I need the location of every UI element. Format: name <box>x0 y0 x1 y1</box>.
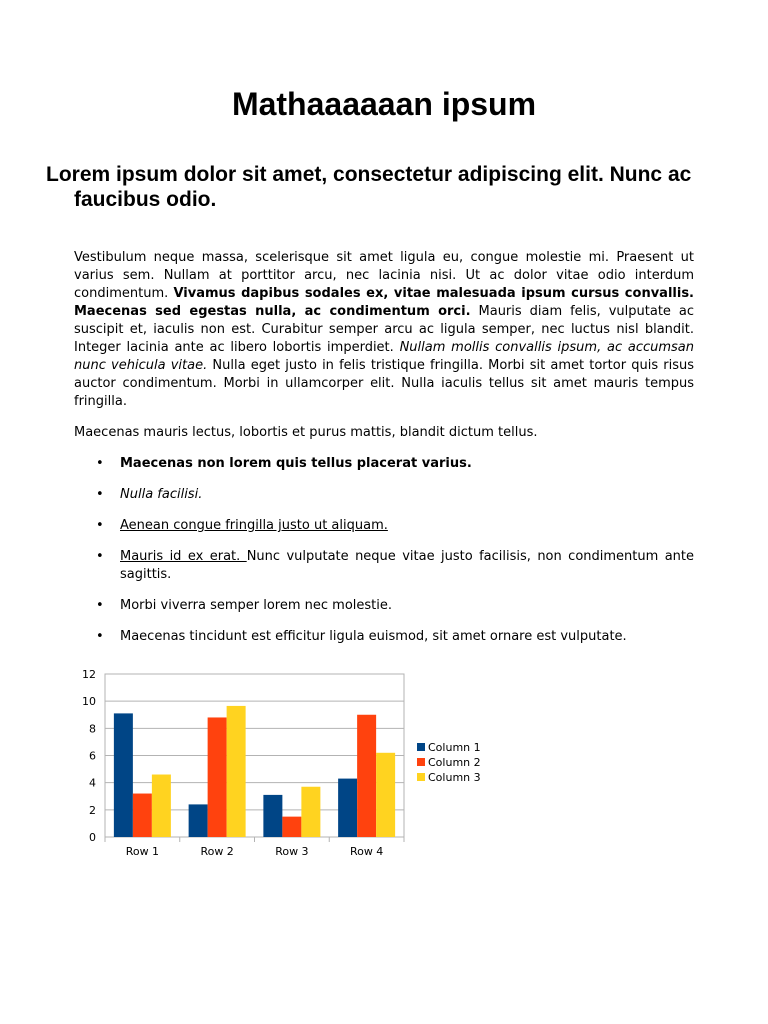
body-paragraph-2: Maecenas mauris lectus, lobortis et purus mattis, blandit dictum tellus. <box>74 425 538 440</box>
y-tick-label: 2 <box>89 803 96 817</box>
bar <box>282 817 301 837</box>
list-item-text: Maecenas non lorem quis tellus placerat varius. <box>120 456 472 471</box>
list-item-text: Morbi viverra semper lorem nec molestie. <box>120 598 393 613</box>
bar <box>114 713 133 837</box>
y-tick-label: 12 <box>82 668 96 681</box>
body-paragraph-1 <box>74 249 694 411</box>
y-tick-label: 0 <box>89 831 96 844</box>
y-tick-label: 8 <box>89 722 96 736</box>
list-item <box>74 597 694 615</box>
paragraph-sentence: Vestibulum neque massa, scelerisque sit amet ligula eu, congue molestie mi. Praesent ut varius sem. Nullam at porttitor arcu, nec lacinia nisi. Ut ac dolor vitae odio interdum condimentum. <box>74 250 694 301</box>
y-tick-label: 4 <box>89 776 96 790</box>
legend-label: Column 3 <box>428 771 481 784</box>
x-tick-label: Row 1 <box>125 845 160 858</box>
legend-swatch <box>417 743 425 751</box>
bar <box>227 706 246 837</box>
bullet-icon: • <box>96 549 104 564</box>
bullet-icon: • <box>96 598 104 613</box>
bullet-icon: • <box>96 487 104 502</box>
bar <box>338 779 357 837</box>
list-item-text: Aenean congue fringilla justo ut aliquam. <box>120 518 388 533</box>
bar-chart <box>70 662 490 862</box>
bar <box>376 753 395 837</box>
bar <box>133 794 152 837</box>
italic-sentence: Nullam mollis convallis ipsum, ac accumsan nunc vehicula vitae. <box>74 340 695 373</box>
legend-swatch <box>417 758 425 766</box>
bar <box>301 787 320 837</box>
bar <box>208 717 227 837</box>
legend-label: Column 1 <box>428 741 481 754</box>
bold-sentence: Vivamus dapibus sodales ex, vitae malesuada ipsum cursus convallis. Maecenas sed egestas nulla, ac condimentum orci. <box>74 286 694 319</box>
paragraph-sentence: Nulla eget justo in felis tristique fringilla. Morbi sit amet tortor quis risus auctor condimentum. Morbi in ullamcorper elit. Nulla iaculis tellus sit amet mauris tempus fringilla. <box>74 358 695 409</box>
bar <box>357 715 376 837</box>
x-tick-label: Row 3 <box>275 845 309 858</box>
list-item <box>74 486 694 504</box>
list-item <box>74 455 694 473</box>
x-tick-label: Row 4 <box>349 845 384 858</box>
bullet-list <box>74 455 694 659</box>
bar <box>189 804 208 837</box>
x-tick-label: Row 2 <box>200 845 234 858</box>
list-item-text: Maecenas tincidunt est efficitur ligula euismod, sit amet ornare est vulputate. <box>120 629 627 644</box>
list-item <box>74 548 694 584</box>
list-item-text: Nulla facilisi. <box>120 487 203 502</box>
bullet-icon: • <box>96 456 104 471</box>
y-tick-label: 6 <box>89 749 96 763</box>
bar <box>152 775 171 837</box>
document-title: Mathaaaaaan ipsum <box>231 86 537 122</box>
document-subtitle: Lorem ipsum dolor sit amet, consectetur adipiscing elit. Nunc ac faucibus odio. <box>46 163 692 211</box>
legend-swatch <box>417 773 425 781</box>
bullet-icon: • <box>96 629 104 644</box>
list-item <box>74 517 694 535</box>
legend-label: Column 2 <box>428 756 481 769</box>
bar <box>263 795 282 837</box>
list-item-text: Nunc vulputate neque vitae justo facilisis, non condimentum ante sagittis. <box>120 549 694 582</box>
paragraph-sentence: Mauris diam felis, vulputate ac suscipit et, iaculis non est. Curabitur semper arcu ac ligula semper, nec luctus nisl blandit. Integer lacinia ante ac libero lobortis imperdiet. <box>74 304 694 355</box>
list-item <box>74 628 694 646</box>
bullet-icon: • <box>96 518 104 533</box>
y-tick-label: 10 <box>82 695 96 709</box>
list-item-underlined-text: Mauris id ex erat. <box>120 549 247 564</box>
